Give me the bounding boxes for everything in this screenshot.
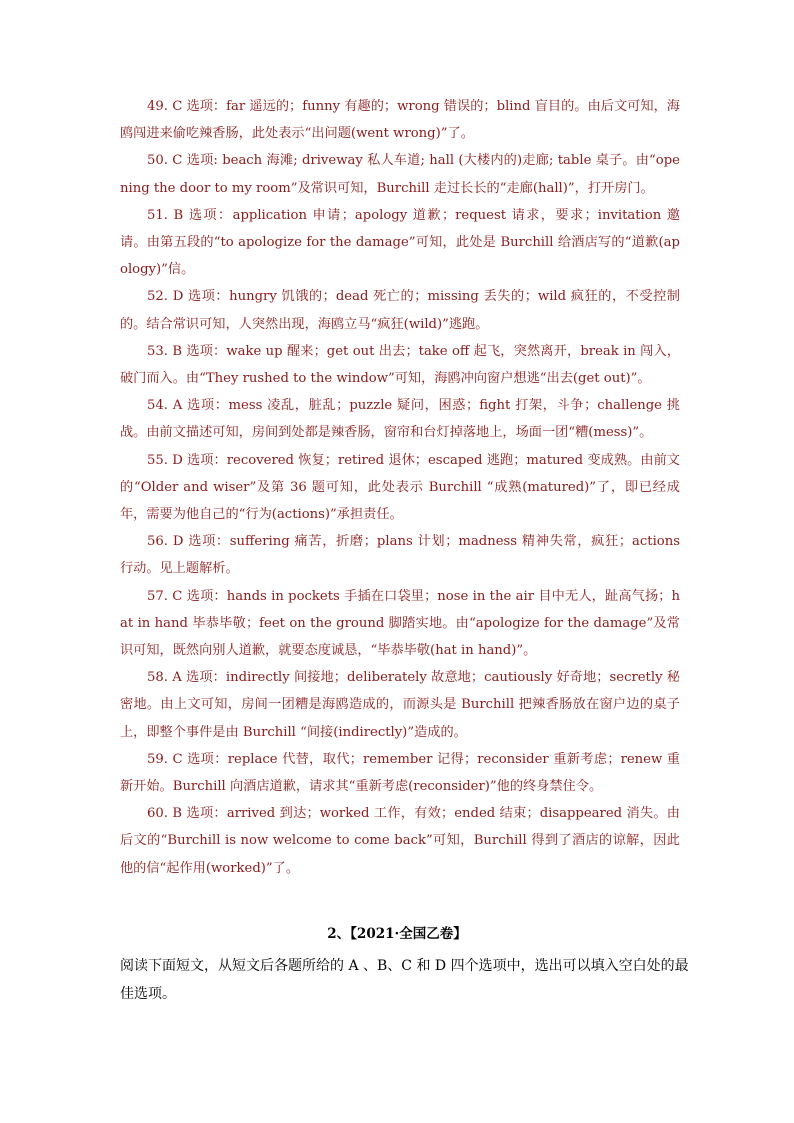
- answer-58: 58. A 选项：indirectly 间接地；deliberately 故意地；cautiously 好奇地；secretly 秘密地。由上文可知，房间一团糟是海鸥造成的，而源头是 Burchill 把辣香肠放在窗户边的桌子上，即整个事件是由 Burchill “间接(indirectly)”造成的。: [120, 670, 680, 740]
- answer-54: 54. A 选项：mess 凌乱，脏乱；puzzle 疑问，困惑；fight 打架，斗争；challenge 挑战。由前文描述可知，房间到处都是辣香肠，窗帘和台灯掉落地上，场面一团“糟(mess)”。: [120, 398, 680, 441]
- answer-59: 59. C 选项：replace 代替，取代；remember 记得；reconsider 重新考虑；renew 重新开始。Burchill 向酒店道歉，请求其“重新考虑(reconsider)”他的终身禁住令。: [120, 751, 680, 795]
- instructions-text: 阅读下面短文，从短文后各题所给的 A 、B、C 和 D 四个选项中，选出可以填入空白处的最佳选项。: [120, 958, 689, 1002]
- answer-49: 49. C 选项：far 遥远的；funny 有趣的；wrong 错误的；blind 盲目的。由后文可知，海鸥闯进来偷吃辣香肠，此处表示“出问题(went wrong)”了。: [120, 99, 680, 142]
- answer-51: 51. B 选项：application 申请；apology 道歉；request 请求，要求；invitation 邀请。由第五段的“to apologize for the damage”可知，此处是 Burchill 给酒店写的“道歉(apology)”信。: [120, 207, 680, 278]
- answer-60: 60. B 选项：arrived 到达；worked 工作，有效；ended 结束；disappeared 消失。由后文的“Burchill is now welcome to come back”可知，Burchill 得到了酒店的谅解，因此他的信“起作用(worked)”了。: [120, 806, 680, 876]
- section-title: 2、【2021·全国乙卷】: [327, 926, 467, 942]
- answer-50: 50. C 选项: beach 海滩; driveway 私人车道; hall (大楼内的)走廊; table 桌子。由“opening the door to my room”及常识可知，Burchill 走过长长的“走廊(hall)”，打开房门。: [120, 153, 680, 196]
- answer-57: 57. C 选项：hands in pockets 手插在口袋里；nose in the air 目中无人，趾高气扬；hat in hand 毕恭毕敬；feet on the ground 脚踏实地。由“apologize for the damage”及常识可知，既然向别人道歉，就要态度诚恳，“毕恭毕敬(hat in hand)”。: [120, 588, 680, 659]
- answer-explanations: [120, 93, 680, 882]
- answer-55: 55. D 选项：recovered 恢复；retired 退休；escaped 逃跑；matured 变成熟。由前文的“Older and wiser”及第 36 题可知，此处表示 Burchill “成熟(matured)”了，即已经成年，需要为他自己的“行为(actions)”承担责任。: [120, 452, 680, 523]
- answer-53: 53. B 选项：wake up 醒来；get out 出去；take off 起飞，突然离开，break in 闯入，破门而入。由“They rushed to the window”可知，海鸥冲向窗户想逃“出去(get out)”。: [120, 343, 680, 387]
- answer-52: 52. D 选项：hungry 饥饿的；dead 死亡的；missing 丢失的；wild 疯狂的，不受控制的。结合常识可知，人突然出现，海鸥立马“疯狂(wild)”逃跑。: [120, 289, 680, 332]
- answer-56: 56. D 选项：suffering 痛苦，折磨；plans 计划；madness 精神失常，疯狂；actions 行动。见上题解析。: [120, 534, 680, 577]
